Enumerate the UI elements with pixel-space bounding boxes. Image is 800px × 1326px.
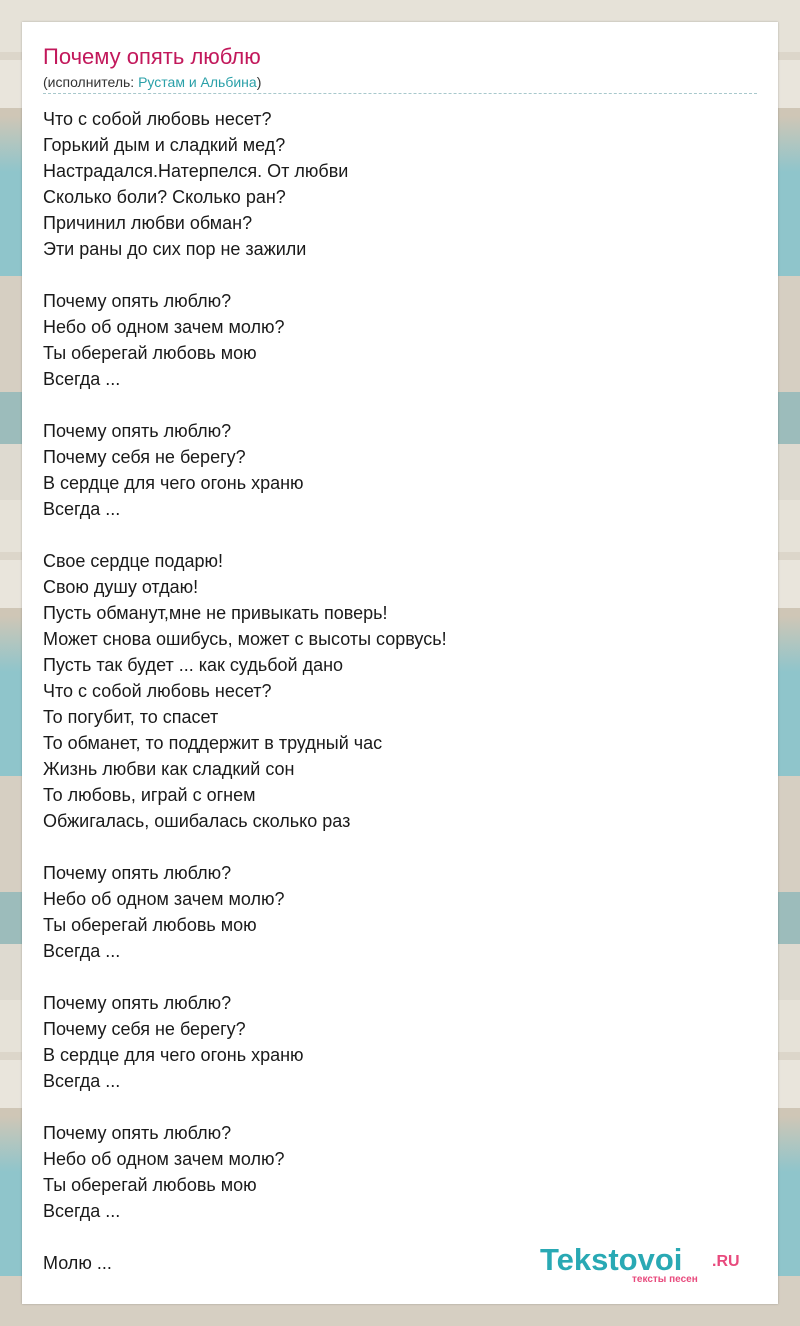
lyrics-line: Настрадался.Натерпелся. От любви xyxy=(43,161,349,181)
lyrics-line: Ты оберегай любовь мою xyxy=(43,915,257,935)
lyrics-line: Обжигалась, ошибалась сколько раз xyxy=(43,811,351,831)
lyrics-line: Ты оберегай любовь мою xyxy=(43,1175,257,1195)
lyrics-text xyxy=(43,106,447,1276)
artist-line xyxy=(43,74,261,90)
lyrics-card xyxy=(22,22,778,1304)
lyrics-line: Что с собой любовь несет? xyxy=(43,109,272,129)
lyrics-line: Почему опять люблю? xyxy=(43,863,232,883)
logo-tagline: тексты песен xyxy=(632,1274,698,1285)
lyrics-line: Небо об одном зачем молю? xyxy=(43,1149,285,1169)
lyrics-blank-line xyxy=(43,262,447,288)
lyrics-line: Молю ... xyxy=(43,1253,112,1273)
lyrics-blank-line xyxy=(43,392,447,418)
lyrics-line: Всегда ... xyxy=(43,941,121,961)
lyrics-line: В сердце для чего огонь храню xyxy=(43,473,304,493)
lyrics-line: Всегда ... xyxy=(43,369,121,389)
lyrics-line: Свою душу отдаю! xyxy=(43,577,199,597)
lyrics-line: Небо об одном зачем молю? xyxy=(43,889,285,909)
lyrics-line: Почему опять люблю? xyxy=(43,1123,232,1143)
logo-name: Tekstovoi xyxy=(540,1242,683,1277)
lyrics-line: В сердце для чего огонь храню xyxy=(43,1045,304,1065)
lyrics-line: То погубит, то спасет xyxy=(43,707,219,727)
lyrics-line: Причинил любви обман? xyxy=(43,213,253,233)
logo-tld: .RU xyxy=(712,1253,740,1270)
lyrics-blank-line xyxy=(43,964,447,990)
lyrics-line: Почему себя не берегу? xyxy=(43,1019,246,1039)
artist-suffix: ) xyxy=(256,74,262,90)
lyrics-line: Пусть обманут,мне не привыкать поверь! xyxy=(43,603,388,623)
lyrics-line: Что с собой любовь несет? xyxy=(43,681,272,701)
lyrics-line: Всегда ... xyxy=(43,1201,121,1221)
lyrics-line: Всегда ... xyxy=(43,1071,121,1091)
lyrics-line: Жизнь любви как сладкий сон xyxy=(43,759,295,779)
lyrics-line: Пусть так будет ... как судьбой дано xyxy=(43,655,344,675)
lyrics-line: То обманет, то поддержит в трудный час xyxy=(43,733,383,753)
song-title: Почему опять люблю xyxy=(43,44,261,69)
lyrics-line: Почему опять люблю? xyxy=(43,421,232,441)
lyrics-line: Всегда ... xyxy=(43,499,121,519)
lyrics-line: Сколько боли? Сколько ран? xyxy=(43,187,286,207)
lyrics-blank-line xyxy=(43,1224,447,1250)
artist-prefix: (исполнитель: xyxy=(43,74,139,90)
lyrics-line: Свое сердце подарю! xyxy=(43,551,223,571)
title-divider xyxy=(43,93,757,94)
lyrics-line: Почему опять люблю? xyxy=(43,291,232,311)
lyrics-blank-line xyxy=(43,834,447,860)
lyrics-blank-line xyxy=(43,522,447,548)
lyrics-line: Почему себя не берегу? xyxy=(43,447,246,467)
site-logo[interactable] xyxy=(540,1242,750,1285)
lyrics-line: Ты оберегай любовь мою xyxy=(43,343,257,363)
lyrics-line: Горький дым и сладкий мед? xyxy=(43,135,286,155)
lyrics-line: Эти раны до сих пор не зажили xyxy=(43,239,307,259)
lyrics-line: Может снова ошибусь, может с высоты сорвусь! xyxy=(43,629,447,649)
lyrics-line: Почему опять люблю? xyxy=(43,993,232,1013)
lyrics-line: Небо об одном зачем молю? xyxy=(43,317,285,337)
lyrics-line: То любовь, играй с огнем xyxy=(43,785,256,805)
lyrics-blank-line xyxy=(43,1094,447,1120)
artist-link[interactable]: Рустам и Альбина xyxy=(138,74,257,90)
